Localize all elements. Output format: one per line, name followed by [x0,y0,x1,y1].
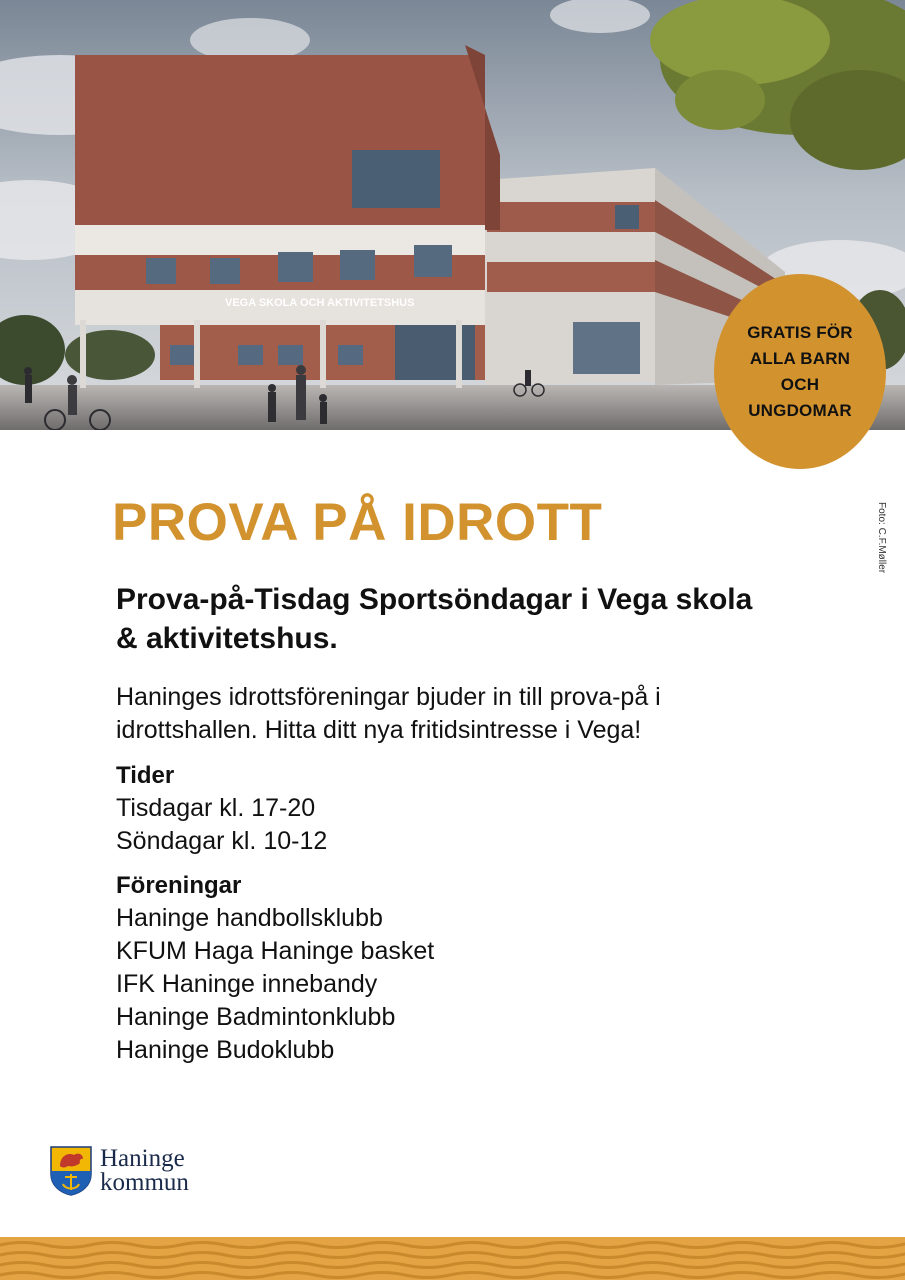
clubs-title: Föreningar [116,872,242,899]
times-title: Tider [116,762,175,789]
club-item: Haninge Budoklubb [116,1036,335,1064]
times-line: Söndagar kl. 10-12 [116,827,328,855]
clubs-section [116,870,716,1067]
badge-line: UNGDOMAR [748,400,852,420]
photo-credit: Foto: C.F.Møller [876,502,887,574]
page-title: PROVA PÅ IDROTT [112,493,603,552]
free-badge-text [725,320,875,424]
building-sign: VEGA SKOLA OCH AKTIVITETSHUS [225,297,415,309]
times-line: Tisdagar kl. 17-20 [116,794,316,822]
coat-of-arms-icon [50,1146,92,1196]
badge-line: GRATIS FÖR [747,322,853,342]
badge-line: ALLA BARN [749,348,851,368]
subheadline: Prova-på-Tisdag Sportsöndagar i Vega skola & aktivitetshus. [116,583,753,655]
times-section [116,760,716,858]
club-item: Haninge handbollsklubb [116,904,383,932]
free-badge [714,274,886,469]
club-item: KFUM Haga Haninge basket [116,937,435,965]
logo-line-1: Haninge [100,1145,185,1172]
intro-text: Haninges idrottsföreningar bjuder in till prova-på i idrottshallen. Hitta ditt nya fritidsintresse i Vega! [116,683,661,744]
badge-line: OCH [780,374,820,394]
logo-line-2: kommun [100,1169,189,1196]
club-item: IFK Haninge innebandy [116,970,378,998]
logo-text [100,1147,189,1195]
club-item: Haninge Badmintonklubb [116,1003,396,1031]
wave-pattern [0,1237,905,1280]
footer-wave-band [0,1237,905,1280]
haninge-kommun-logo [50,1146,189,1196]
